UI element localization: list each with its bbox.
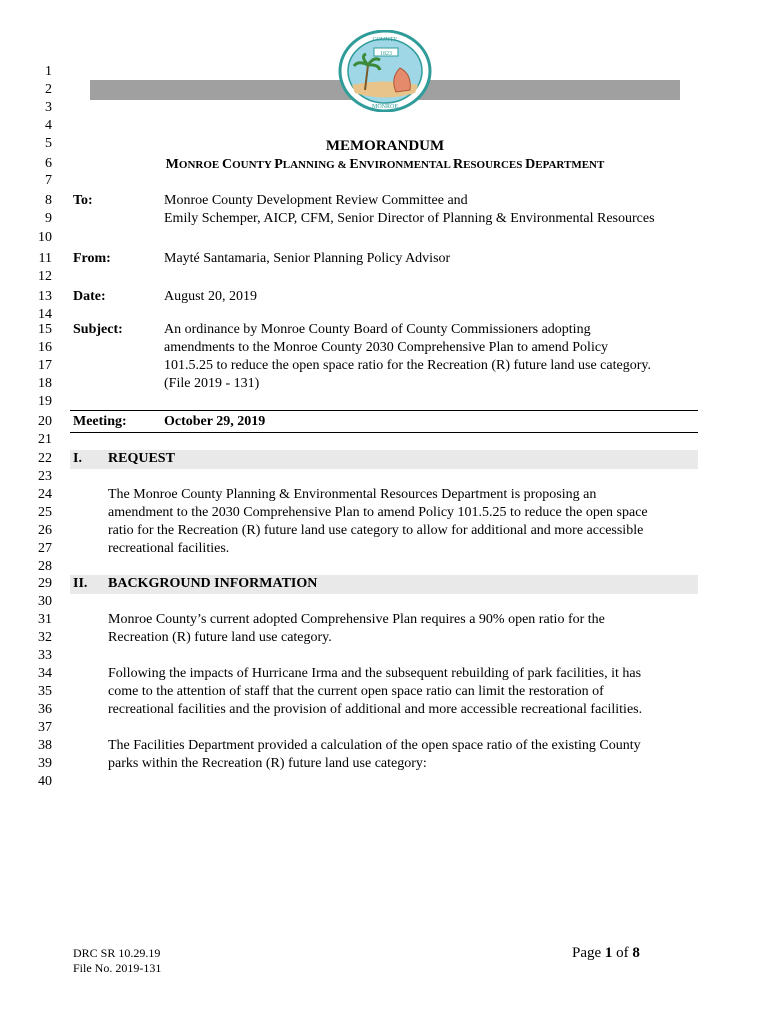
line-number: 23 xyxy=(38,469,52,484)
line-number: 40 xyxy=(38,774,52,789)
section-2-p1-line-2: Recreation (R) future land use category. xyxy=(108,630,332,645)
line-number: 1 xyxy=(45,64,52,79)
department-name-part: M xyxy=(165,157,179,172)
department-name-part: OUNTY xyxy=(232,159,275,171)
department-name-part: D xyxy=(525,157,536,172)
line-number: 29 xyxy=(38,576,52,591)
department-name-part: C xyxy=(221,157,233,172)
footer-file-no: File No. 2019-131 xyxy=(73,961,162,975)
department-name-part: EPARTMENT xyxy=(535,159,605,171)
section-2-number: II. xyxy=(73,576,88,591)
line-number: 15 xyxy=(38,322,52,337)
line-number: 6 xyxy=(45,156,52,171)
line-number: 20 xyxy=(38,414,52,429)
line-number: 16 xyxy=(38,340,52,355)
department-name-part: E xyxy=(349,157,359,172)
county-seal-logo xyxy=(330,30,440,112)
line-number: 36 xyxy=(38,702,52,717)
line-number: 24 xyxy=(38,487,52,502)
date-label: Date: xyxy=(73,289,106,304)
svg-text:MONROE: MONROE xyxy=(371,104,399,110)
section-1-line-1: The Monroe County Planning & Environmental Resources Department is proposing an xyxy=(108,487,597,502)
line-number: 25 xyxy=(38,505,52,520)
page-mid: of xyxy=(612,945,633,961)
footer-left xyxy=(73,946,161,976)
line-number: 22 xyxy=(38,451,52,466)
department-name-part: ONROE xyxy=(178,159,222,171)
page-prefix: Page xyxy=(572,945,605,961)
line-number: 14 xyxy=(38,307,52,322)
line-number: 28 xyxy=(38,559,52,574)
footer-drc-ref: DRC SR 10.29.19 xyxy=(73,946,161,960)
page-current: 1 xyxy=(604,945,613,961)
subject-label: Subject: xyxy=(73,322,123,337)
line-number: 39 xyxy=(38,756,52,771)
section-2-p2-line-1: Following the impacts of Hurricane Irma and the subsequent rebuilding of park facilities, it has xyxy=(108,666,642,681)
line-number: 21 xyxy=(38,432,52,447)
subject-line-4: (File 2019 - 131) xyxy=(164,376,260,391)
line-number: 33 xyxy=(38,648,52,663)
section-2-p1-line-1: Monroe County’s current adopted Comprehensive Plan requires a 90% open ratio for the xyxy=(108,612,605,627)
line-number: 35 xyxy=(38,684,52,699)
section-2-p2-line-2: come to the attention of staff that the current open space ratio can limit the restoration of xyxy=(108,684,604,699)
line-number: 19 xyxy=(38,394,52,409)
line-number: 18 xyxy=(38,376,52,391)
section-1-line-4: recreational facilities. xyxy=(108,541,230,556)
line-number: 31 xyxy=(38,612,52,627)
page-indicator xyxy=(572,944,640,962)
from-value: Mayté Santamaria, Senior Planning Policy Advisor xyxy=(164,251,451,266)
section-1-number: I. xyxy=(73,451,82,466)
meeting-value: October 29, 2019 xyxy=(164,414,266,429)
line-number: 8 xyxy=(45,193,52,208)
line-number: 27 xyxy=(38,541,52,556)
line-number: 2 xyxy=(45,82,52,97)
meeting-bottom-rule xyxy=(70,432,698,433)
line-number: 30 xyxy=(38,594,52,609)
to-label: To: xyxy=(73,193,93,208)
section-1-line-2: amendment to the 2030 Comprehensive Plan to amend Policy 101.5.25 to reduce the open space xyxy=(108,505,648,520)
line-number: 9 xyxy=(45,211,52,226)
line-number: 3 xyxy=(45,100,52,115)
line-number: 32 xyxy=(38,630,52,645)
line-number: 7 xyxy=(45,173,52,188)
department-name-part: P xyxy=(274,157,283,172)
section-1-title: REQUEST xyxy=(108,451,175,466)
department-name-part: LANNING & xyxy=(282,159,350,171)
svg-text:COUNTY: COUNTY xyxy=(372,37,398,43)
section-2-p3-line-1: The Facilities Department provided a calculation of the open space ratio of the existing County xyxy=(108,738,641,753)
svg-text:1823: 1823 xyxy=(380,51,392,57)
to-line-2: Emily Schemper, AICP, CFM, Senior Director of Planning & Environmental Resources xyxy=(164,211,655,226)
line-number: 37 xyxy=(38,720,52,735)
department-name-part: R xyxy=(452,157,464,172)
memo-title: MEMORANDUM xyxy=(325,138,445,154)
line-number: 10 xyxy=(38,230,52,245)
from-label: From: xyxy=(73,251,111,266)
meeting-label: Meeting: xyxy=(73,414,127,429)
meeting-top-rule xyxy=(70,410,698,411)
line-number: 26 xyxy=(38,523,52,538)
page-total: 8 xyxy=(632,945,640,961)
line-number: 5 xyxy=(45,136,52,151)
line-number: 38 xyxy=(38,738,52,753)
section-1-line-3: ratio for the Recreation (R) future land use category to allow for additional and more accessible xyxy=(108,523,644,538)
line-number: 4 xyxy=(45,118,52,133)
line-number: 34 xyxy=(38,666,52,681)
department-name xyxy=(0,155,770,174)
department-name-part: NVIRONMENTAL xyxy=(358,159,453,171)
line-number: 13 xyxy=(38,289,52,304)
to-line-1: Monroe County Development Review Committee and xyxy=(164,193,468,208)
line-number: 11 xyxy=(38,251,52,266)
date-value: August 20, 2019 xyxy=(164,289,257,304)
subject-line-2: amendments to the Monroe County 2030 Comprehensive Plan to amend Policy xyxy=(164,340,609,355)
line-number: 17 xyxy=(38,358,52,373)
line-number: 12 xyxy=(38,269,52,284)
section-2-title: BACKGROUND INFORMATION xyxy=(108,576,318,591)
subject-line-1: An ordinance by Monroe County Board of County Commissioners adopting xyxy=(164,322,591,337)
department-name-part: ESOURCES xyxy=(463,159,526,171)
section-2-p2-line-3: recreational facilities and the provision of additional and more accessible recreational facilities. xyxy=(108,702,643,717)
section-2-p3-line-2: parks within the Recreation (R) future land use category: xyxy=(108,756,427,771)
subject-line-3: 101.5.25 to reduce the open space ratio for the Recreation (R) future land use category. xyxy=(164,358,651,373)
